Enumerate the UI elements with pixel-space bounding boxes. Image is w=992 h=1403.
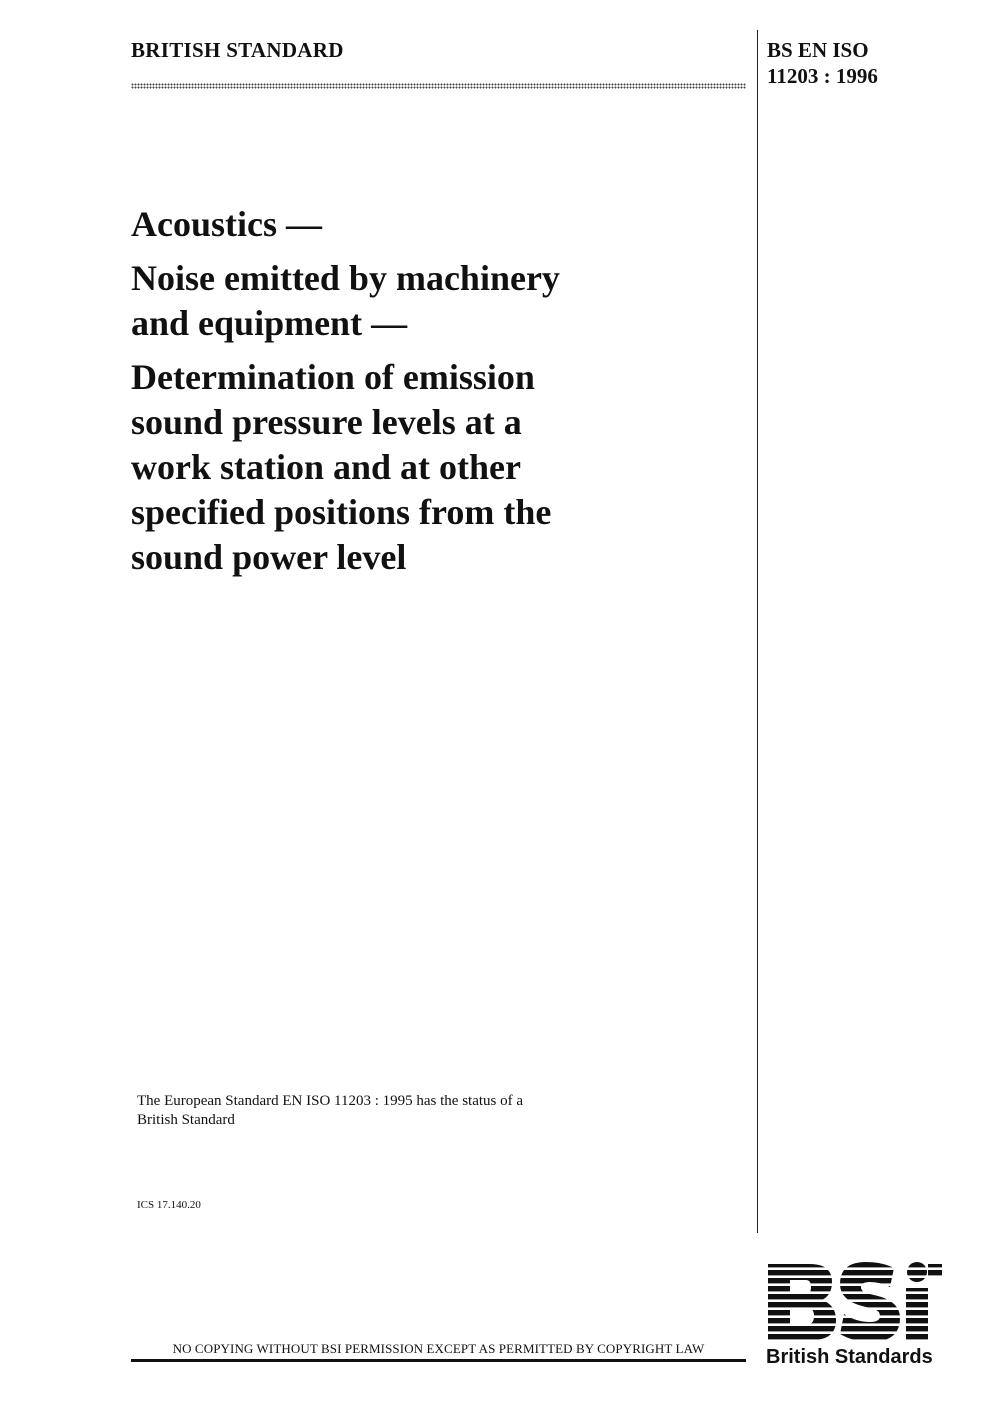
dotted-divider — [131, 83, 746, 89]
copyright-notice: NO COPYING WITHOUT BSI PERMISSION EXCEPT AS PERMITTED BY COPYRIGHT LAW — [172, 1341, 705, 1356]
title-part3-line1: Determination of emission — [131, 357, 535, 397]
vertical-divider — [757, 30, 758, 1233]
status-note — [137, 1092, 607, 1130]
bsi-wordmark-icon — [766, 1262, 944, 1342]
title-part3-line4: specified positions from the — [131, 492, 552, 532]
title-part3-line5: sound power level — [131, 537, 407, 577]
standard-number-line1: BS EN ISO — [767, 38, 869, 62]
status-note-line2: British Standard — [137, 1112, 235, 1128]
bsi-logo — [766, 1262, 944, 1370]
title-part3-line3: work station and at other — [131, 447, 522, 487]
footer-rule — [131, 1359, 746, 1362]
bsi-tagline: British Standards — [766, 1346, 933, 1368]
title-part2-line1: Noise emitted by machinery — [131, 258, 560, 298]
document-title — [131, 202, 731, 580]
status-note-line1: The European Standard EN ISO 11203 : 1995 has the status of a — [137, 1093, 524, 1109]
document-type-label: BRITISH STANDARD — [131, 38, 344, 62]
title-part2-line2: and equipment — — [131, 303, 408, 343]
title-part3-line2: sound pressure levels at a — [131, 402, 522, 442]
ics-code: ICS 17.140.20 — [137, 1199, 201, 1211]
standard-number — [767, 37, 878, 89]
title-part1: Acoustics — — [131, 204, 322, 244]
standard-number-line2: 11203 : 1996 — [767, 64, 878, 88]
